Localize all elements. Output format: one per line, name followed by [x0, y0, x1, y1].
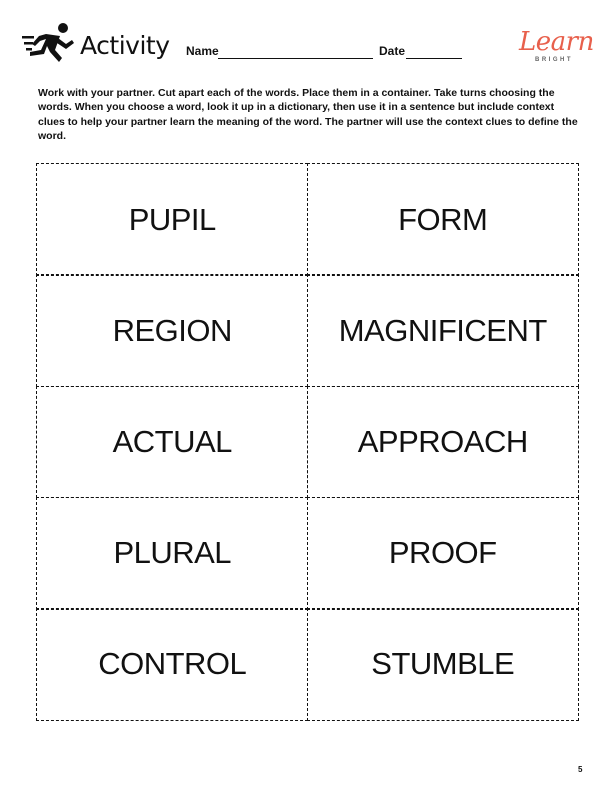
runner-icon — [22, 22, 76, 64]
word-card: MAGNIFICENT — [307, 274, 579, 387]
word-card: PROOF — [307, 497, 579, 610]
page-header — [0, 0, 612, 80]
date-label: Date — [379, 44, 406, 58]
learn-bright-logo — [519, 27, 594, 68]
name-field-line — [218, 58, 373, 59]
word-card-grid — [37, 164, 578, 720]
word-card: APPROACH — [307, 386, 579, 499]
word-card: PUPIL — [36, 163, 308, 276]
name-label: Name — [186, 44, 219, 58]
word-card: REGION — [36, 274, 308, 387]
logo-text: Learn — [519, 27, 594, 57]
word-card: CONTROL — [36, 608, 308, 721]
word-card: ACTUAL — [36, 386, 308, 499]
page-title: Activity — [80, 31, 170, 60]
page-number: 5 — [578, 765, 583, 774]
instructions-text: Work with your partner. Cut apart each of the words. Place them in a container. Take turns choosing the words. When you choose a word, look it up in a dictionary, then use it in a sentence but include context clues to help your partner learn the meaning of the word. The partner will use the context clues to define the word. — [38, 87, 578, 143]
logo-subtext: BRIGHT — [535, 57, 573, 63]
word-card: FORM — [307, 163, 579, 276]
word-card: STUMBLE — [307, 608, 579, 721]
date-field-line — [406, 58, 462, 59]
word-card: PLURAL — [36, 497, 308, 610]
